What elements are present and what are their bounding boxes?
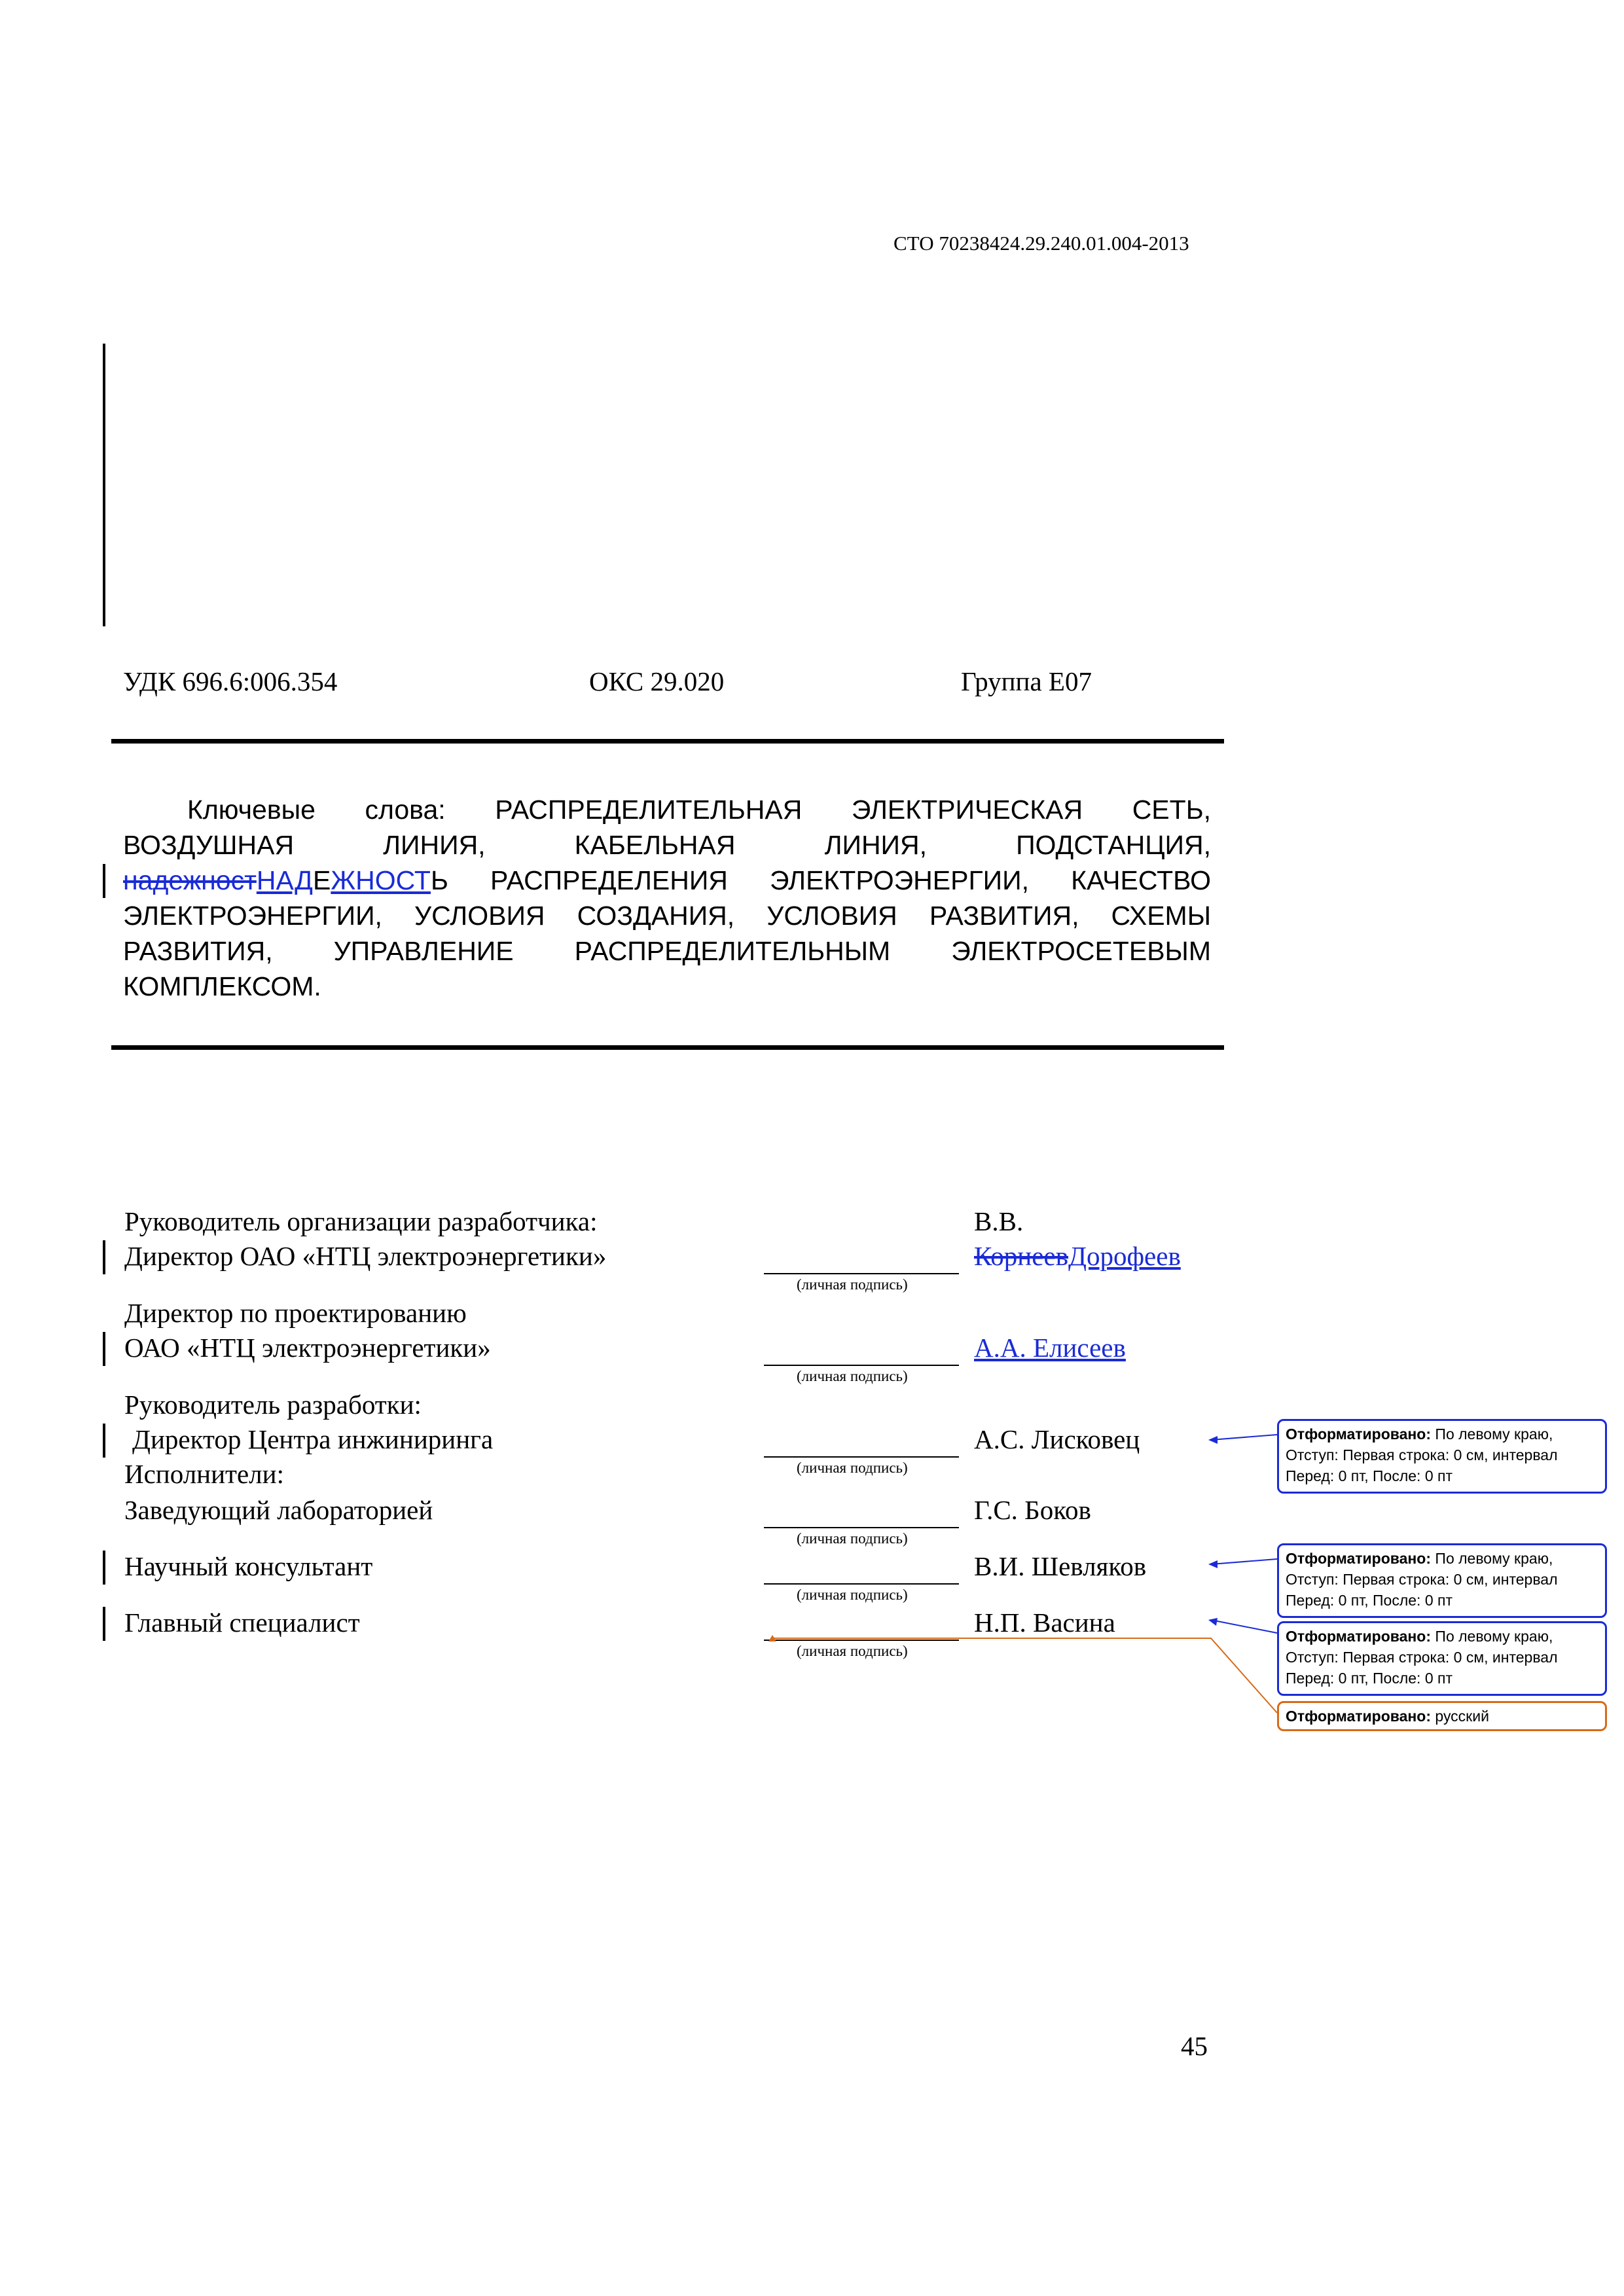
keywords-line: ЭЛЕКТРОЭНЕРГИИ, УСЛОВИЯ СОЗДАНИЯ, УСЛОВИЯ РАЗВИТИЯ, СХЕМЫ [123, 901, 1211, 931]
head-org-initials: В.В. [974, 1206, 1024, 1236]
comment-label: Отформатировано: [1286, 1550, 1432, 1567]
comment-label: Отформатировано: [1286, 1628, 1432, 1645]
keywords-line: РАЗВИТИЯ, УПРАВЛЕНИЕ РАСПРЕДЕЛИТЕЛЬНЫМ ЭЛЕКТРОСЕТЕВЫМ [123, 936, 1211, 966]
signature-caption: (личная подпись) [797, 1276, 908, 1293]
document-number: СТО 70238424.29.240.01.004-2013 [893, 232, 1189, 255]
dev-head-title: Директор Центра инжиниринга [132, 1424, 494, 1454]
connector-line [772, 1638, 1277, 1713]
comment-text: русский [1435, 1708, 1489, 1725]
deleted-text: Корнеев [974, 1241, 1069, 1271]
comment-text: По левому краю, Отступ: Первая строка: 0 см, интервал Перед: 0 пт, После: 0 пт [1286, 1550, 1558, 1609]
design-director-name[interactable]: А.А. Елисеев [974, 1333, 1126, 1363]
design-director-line1: Директор по проектированию [124, 1298, 467, 1328]
comment-text: По левому краю, Отступ: Первая строка: 0 см, интервал Перед: 0 пт, После: 0 пт [1286, 1628, 1558, 1687]
udk-code: УДК 696.6:006.354 [123, 666, 338, 696]
signature-caption: (личная подпись) [797, 1643, 908, 1659]
chief-specialist-name: Н.П. Васина [974, 1607, 1115, 1638]
connector-arrow [1208, 1560, 1218, 1568]
signature-caption: (личная подпись) [797, 1530, 908, 1547]
inserted-text[interactable]: Дорофеев [1068, 1241, 1181, 1271]
format-comment-balloon[interactable] [1277, 1543, 1607, 1618]
comment-label: Отформатировано: [1286, 1708, 1432, 1725]
inserted-text[interactable]: НАД [256, 865, 313, 895]
lab-head-title: Заведующий лабораторией [124, 1495, 433, 1525]
plain-text: Ь РАСПРЕДЕЛЕНИЯ ЭЛЕКТРОЭНЕРГИИ, КАЧЕСТВО [430, 865, 1211, 895]
connector-line [1211, 1435, 1277, 1440]
comment-label: Отформатировано: [1286, 1426, 1432, 1443]
signature-caption: (личная подпись) [797, 1587, 908, 1603]
keywords-line: КОМПЛЕКСОМ. [123, 971, 321, 1001]
keywords-line: ВОЗДУШНАЯ ЛИНИЯ, КАБЕЛЬНАЯ ЛИНИЯ, ПОДСТАНЦИЯ, [123, 830, 1211, 860]
connector-line [1211, 1620, 1277, 1633]
page-number: 45 [1181, 2031, 1208, 2061]
group-code: Группа Е07 [961, 666, 1092, 696]
signature-caption: (личная подпись) [797, 1368, 908, 1384]
chief-specialist-title: Главный специалист [124, 1607, 360, 1638]
format-comment-balloon[interactable] [1277, 1419, 1607, 1494]
design-director-line2: ОАО «НТЦ электроэнергетики» [124, 1333, 491, 1363]
keywords-line: Ключевые слова: РАСПРЕДЕЛИТЕЛЬНАЯ ЭЛЕКТРИЧЕСКАЯ СЕТЬ, [187, 795, 1211, 825]
connector-arrow [1208, 1618, 1218, 1626]
format-comment-balloon[interactable] [1277, 1701, 1607, 1731]
plain-text: Е [312, 865, 331, 895]
comment-text: По левому краю, Отступ: Первая строка: 0 см, интервал Перед: 0 пт, После: 0 пт [1286, 1426, 1558, 1484]
performers-label: Исполнители: [124, 1459, 284, 1489]
inserted-text[interactable]: ЖНОСТ [331, 865, 431, 895]
signature-caption: (личная подпись) [797, 1460, 908, 1476]
consultant-name: В.И. Шевляков [974, 1551, 1147, 1581]
deleted-text: надежност [123, 865, 257, 895]
dev-head-label: Руководитель разработки: [124, 1390, 422, 1420]
connector-line [1211, 1559, 1277, 1564]
head-org-title: Директор ОАО «НТЦ электроэнергетики» [124, 1241, 607, 1271]
oks-code: ОКС 29.020 [589, 666, 725, 696]
lab-head-name: Г.С. Боков [974, 1495, 1091, 1525]
connector-arrow [1208, 1436, 1218, 1444]
dev-head-name: А.С. Лисковец [974, 1424, 1140, 1454]
format-comment-balloon[interactable] [1277, 1621, 1607, 1696]
head-org-label: Руководитель организации разработчика: [124, 1206, 598, 1236]
consultant-title: Научный консультант [124, 1551, 373, 1581]
